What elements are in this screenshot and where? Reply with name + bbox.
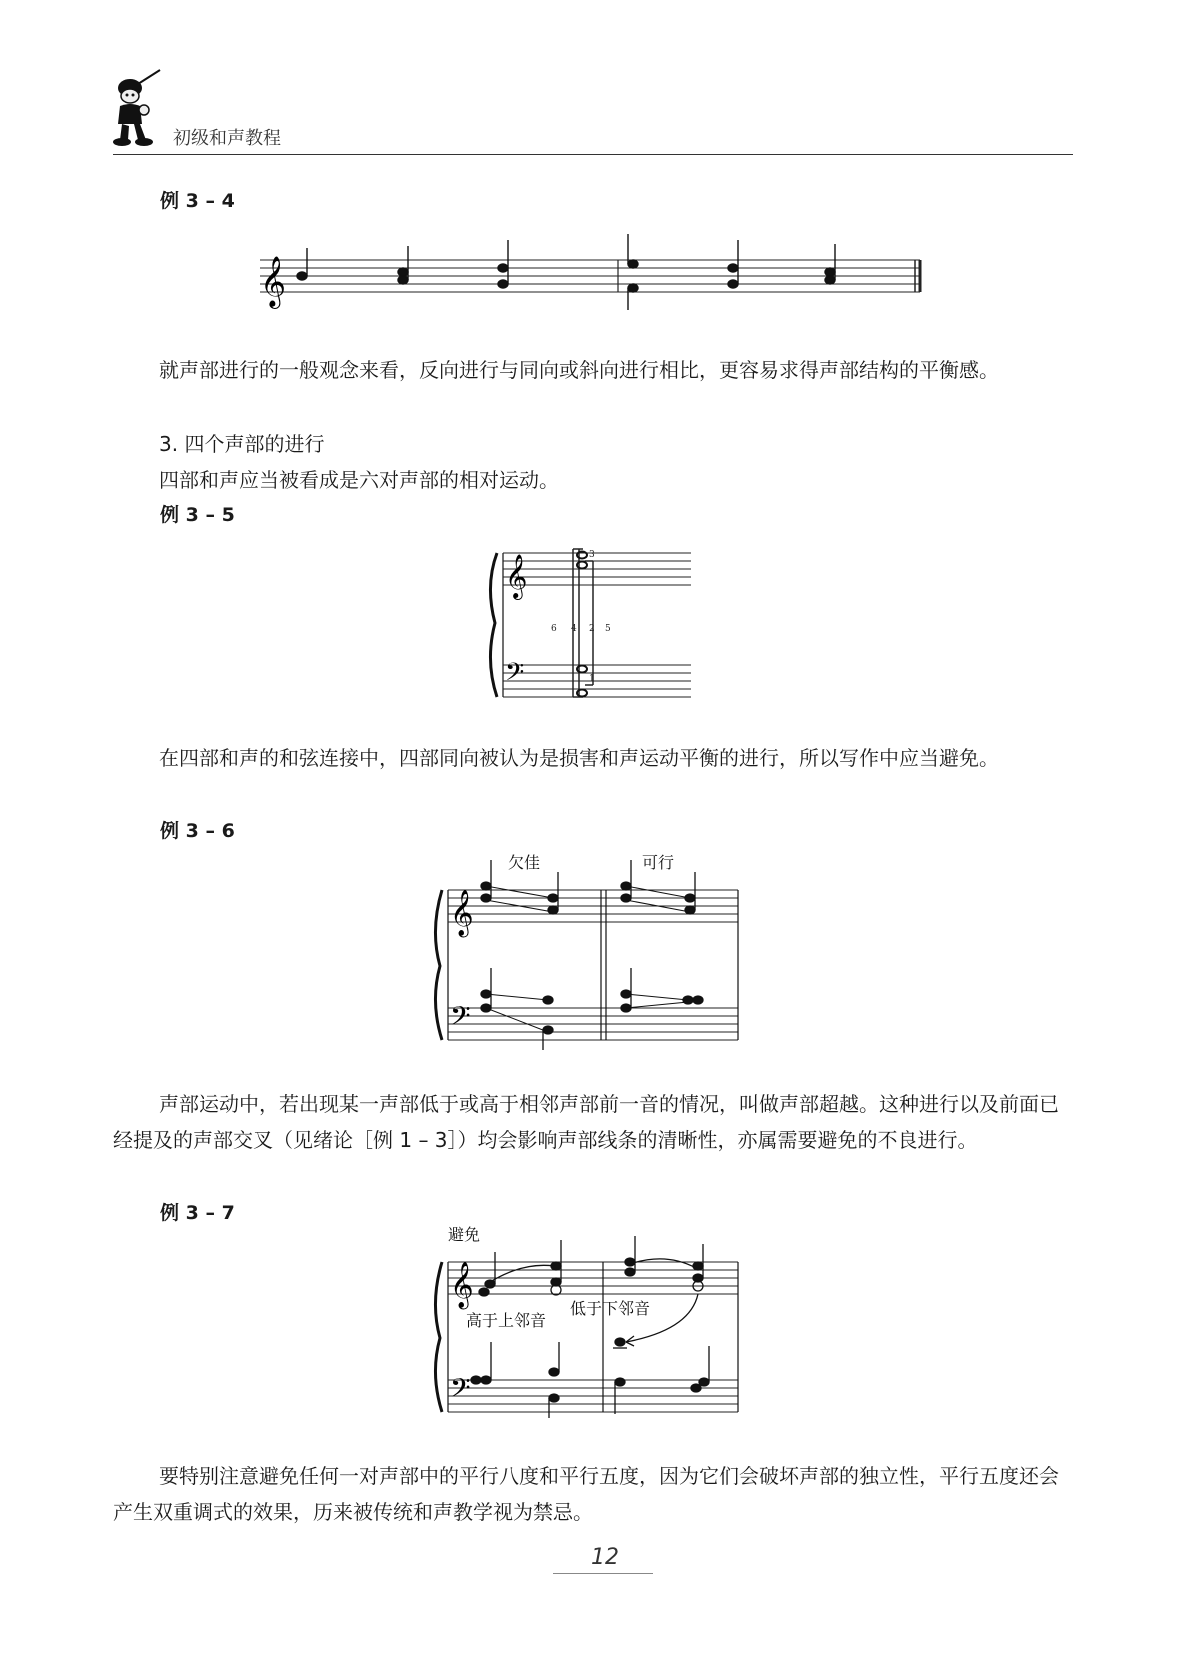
interval-number: 3	[589, 550, 595, 560]
treble-clef-icon: 𝄞	[450, 890, 474, 936]
music-grand-staff-example-3-7	[428, 1222, 744, 1422]
section-heading: 3. 四个声部的进行	[159, 432, 325, 456]
paragraph: 就声部进行的一般观念来看，反向进行与同向或斜向进行相比，更容易求得声部结构的平衡感。	[159, 358, 999, 382]
bass-clef-icon: 𝄢	[505, 658, 525, 693]
treble-clef-icon: 𝄞	[260, 256, 287, 307]
paragraph: 要特别注意避免任何一对声部中的平行八度和平行五度，因为它们会破坏声部的独立性，平行五度还会产生双重调式的效果，历来被传统和声教学视为禁忌。	[113, 1464, 1059, 1524]
treble-clef-icon: 𝄞	[450, 1262, 474, 1308]
conductor-mascot-icon	[108, 66, 170, 148]
interval-number: 1	[589, 674, 595, 684]
music-grand-staff-example-3-6	[428, 850, 744, 1050]
page-number: 12	[591, 1545, 619, 1570]
annotation-label: 避免	[448, 1225, 481, 1244]
music-staff-example-3-4	[250, 230, 930, 314]
footer-mark	[553, 1573, 653, 1581]
bass-clef-icon: 𝄢	[450, 1000, 471, 1038]
music-grand-staff-example-3-5	[485, 545, 695, 705]
example-label: 例 3 – 5	[160, 504, 235, 526]
book-title: 初级和声教程	[173, 128, 281, 149]
example-label: 例 3 – 7	[160, 1202, 235, 1224]
bass-clef-icon: 𝄢	[450, 1372, 471, 1410]
annotation-label: 可行	[642, 853, 675, 872]
annotation-label: 低于下邻音	[570, 1299, 651, 1318]
annotation-label: 欠佳	[508, 853, 541, 872]
interval-number: 5	[605, 624, 611, 634]
interval-number: 6	[551, 624, 557, 634]
paragraph: 四部和声应当被看成是六对声部的相对运动。	[159, 468, 559, 492]
treble-clef-icon: 𝄞	[505, 554, 528, 598]
header-divider	[113, 154, 1073, 155]
example-label: 例 3 – 4	[160, 190, 235, 212]
annotation-label: 高于上邻音	[466, 1311, 547, 1330]
paragraph: 声部运动中，若出现某一声部低于或高于相邻声部前一音的情况，叫做声部超越。这种进行以及前面已经提及的声部交叉（见绪论［例 1 – 3］）均会影响声部线条的清晰性，亦属需要避免的不良进行。	[113, 1092, 1059, 1152]
interval-number: 2	[589, 624, 595, 634]
interval-number: 4	[571, 624, 577, 634]
paragraph: 在四部和声的和弦连接中，四部同向被认为是损害和声运动平衡的进行，所以写作中应当避免。	[159, 746, 999, 770]
example-label: 例 3 – 6	[160, 820, 235, 842]
